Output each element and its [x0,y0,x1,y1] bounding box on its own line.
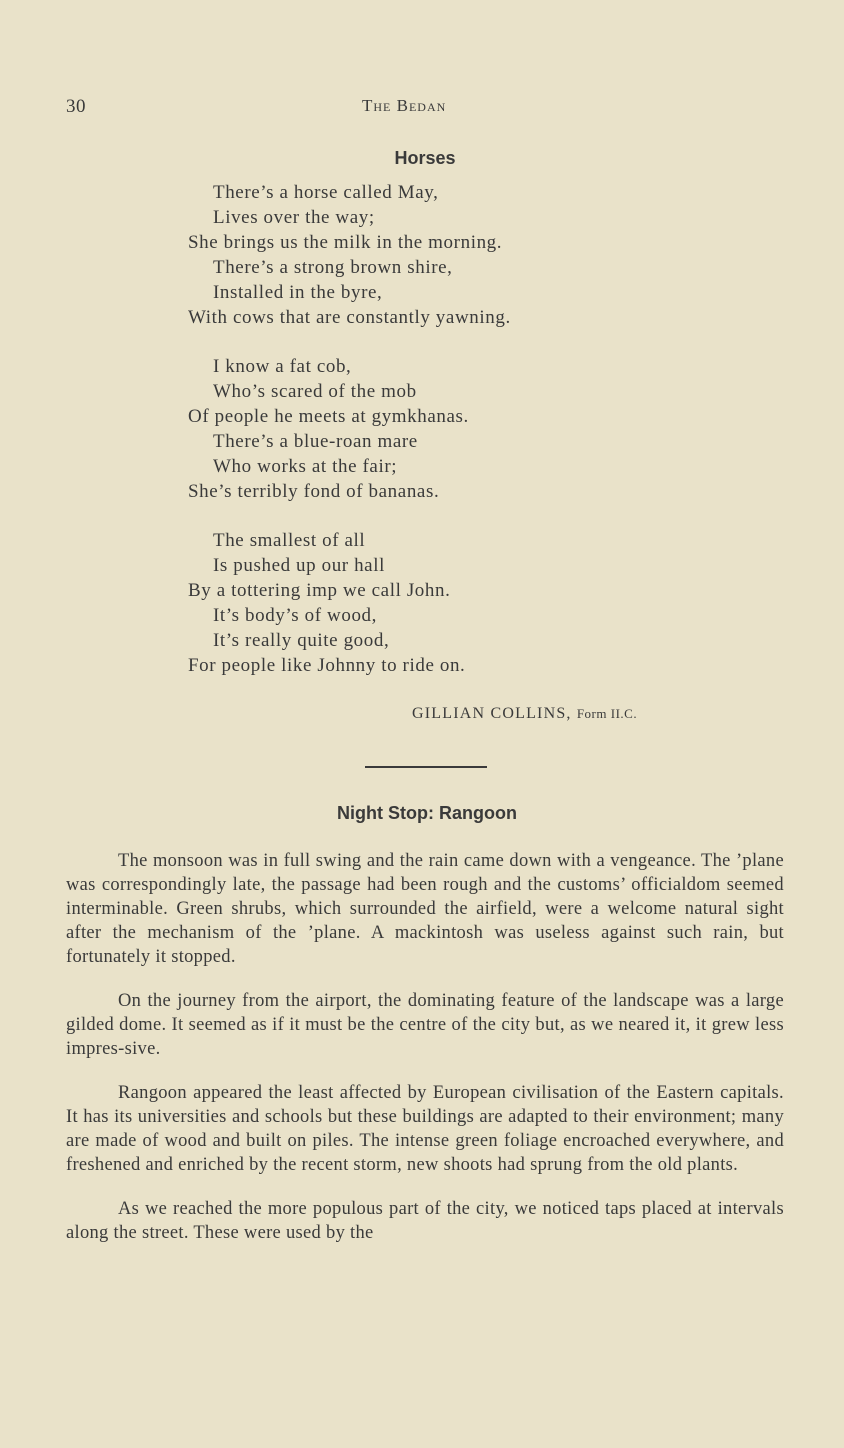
poem-title: Horses [394,148,456,168]
page-number: 30 [66,96,86,117]
stanza [188,354,748,504]
article-title: Night Stop: Rangoon [337,803,517,823]
article-paragraph: Rangoon appeared the least affected by European civilisation of the Eastern capitals. It has its universities and schools but these buildings are adapted to their environment; many are made of wood and built on piles. The intense green foliage encroached everywhere, and freshened and enriched by the recent storm, new shoots had sprung from the old plants. [66,1083,784,1175]
article-body [66,849,784,1245]
poem-line: With cows that are constantly yawning. [188,307,511,328]
poem-line: Who’s scared of the mob [213,381,417,402]
running-head [66,96,780,120]
journal-title: The Bedan [362,96,447,115]
article-paragraph: As we reached the more populous part of the city, we noticed taps placed at intervals along the street. These were used by the [66,1199,784,1243]
poem-line: She brings us the milk in the morning. [188,232,503,253]
poem-line: For people like Johnny to ride on. [188,655,466,676]
poem-line: It’s body’s of wood, [213,605,377,626]
stanza [188,528,748,678]
poem-line: I know a fat cob, [213,356,352,377]
poem [188,180,748,702]
poem-line: Is pushed up our hall [213,555,385,576]
poem-line: There’s a horse called May, [213,182,439,203]
poem-line: There’s a blue-roan mare [213,431,418,452]
poem-line: Installed in the byre, [213,282,383,303]
poem-line: There’s a strong brown shire, [213,257,453,278]
poem-line: It’s really quite good, [213,630,390,651]
poem-attribution [412,705,637,723]
author-name: GILLIAN COLLINS, [412,705,572,722]
poem-line: The smallest of all [213,530,366,551]
article-paragraph: The monsoon was in full swing and the rain came down with a vengeance. The ’plane was correspondingly late, the passage had been rough and the customs’ officialdom seemed interminable. Green shrubs, which surrounded the airfield, were a welcome natural sight after the mechanism of the ’plane. A mackintosh was useless against such rain, but fortunately it stopped. [66,851,784,967]
poem-line: Lives over the way; [213,207,375,228]
poem-line: Who works at the fair; [213,456,398,477]
poem-line: Of people he meets at gymkhanas. [188,406,469,427]
section-divider [365,766,487,768]
article-paragraph: On the journey from the airport, the dominating feature of the landscape was a large gilded dome. It seemed as if it must be the centre of the city but, as we neared it, it grew less impres-sive. [66,991,784,1059]
stanza [188,180,748,330]
author-form: Form II.C. [576,706,638,721]
poem-line: By a tottering imp we call John. [188,580,451,601]
poem-line: She’s terribly fond of bananas. [188,481,440,502]
